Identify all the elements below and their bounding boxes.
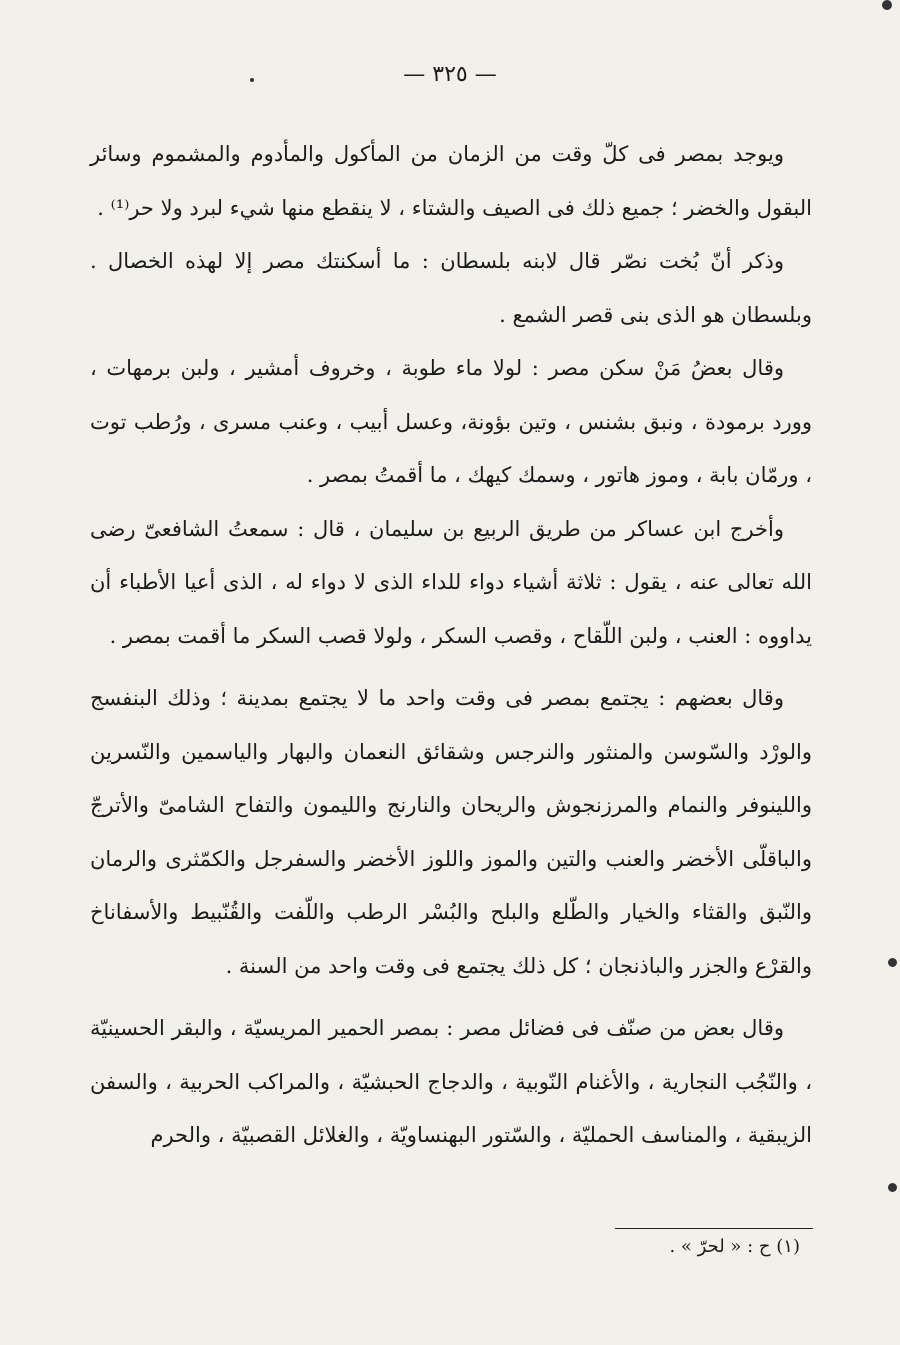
scan-speck <box>888 1183 897 1192</box>
footnote-divider <box>615 1228 813 1229</box>
paragraph-6: وقال بعض من صنّف فى فضائل مصر : بمصر الحمير المريسيّة ، والبقر الحسينيّة ، والنّجُب النجارية ، والأغنام النّوبية ، والدجاج الحبشيّة ، والمراكب الحربية ، والسفن الزيبقية ، والمناسف الحمليّة ، والسّتور البهنساويّة ، والغلائل القصبيّة ، والحرم <box>90 1016 812 1147</box>
paragraph-3: وقال بعضُ مَنْ سكن مصر : لولا ماء طوبة ، وخروف أمشير ، ولبن برمهات ، وورد برمودة ، ونبق بشنس ، وتين بؤونة، وعسل أبيب ، وعنب مسرى ، ورُطب توت ، ورمّان بابة ، وموز هاتور ، وسمك كيهك ، ما أقمتُ بمصر . <box>90 356 812 487</box>
paragraph-4: وأخرج ابن عساكر من طريق الربيع بن سليمان ، قال : سمعتُ الشافعىّ رضى الله تعالى عنه ، يقول : ثلاثة أشياء دواء للداء الذى لا دواء له ، الذى أعيا الأطباء أن يداووه : العنب ، ولبن اللّقاح ، وقصب السكر ، ولولا قصب السكر ما أقمت بمصر . <box>90 516 812 648</box>
paragraph-1: ويوجد بمصر فى كلّ وقت من الزمان من المأكول والمأدوم والمشموم وسائر البقول والخضر ؛ جميع ذلك فى الصيف والشتاء ، لا ينقطع منها شيء لبرد ولا حر⁽¹⁾ . <box>90 142 812 220</box>
paragraph-2: وذكر أنّ بُخت نصّر قال لابنه بلسطان : ما أسكنتك مصر إلا لهذه الخصال . وبلسطان هو الذى بنى قصر الشمع . <box>90 249 812 327</box>
footnote: (١) ح : « لحرّ » . <box>669 1236 800 1257</box>
main-text <box>90 128 812 1163</box>
paragraph-5: وقال بعضهم : يجتمع بمصر فى وقت واحد ما لا يجتمع بمدينة ؛ وذلك البنفسج والورْد والسّوسن والمنثور والنرجس وشقائق النعمان والبهار والياسمين والنّسرين واللينوفر والنمام والمرزنجوش والريحان والنارنج والليمون والتفاح الشامىّ والأترجّ والباقلّى الأخضر والعنب والتين والموز واللوز الأخضر والسفرجل والكمّثرى والرمان والنّبق والقثاء والخيار والطّلع والبلح والبُسْر الرطب واللّفت والقُنّبيط والأسفاناخ والقرْع والجزر والباذنجان ؛ كل ذلك يجتمع فى وقت واحد من السنة . <box>90 686 812 978</box>
scan-speck <box>888 958 897 967</box>
page-number: — ٣٢٥ — <box>403 62 497 87</box>
scan-speck <box>882 0 892 10</box>
scan-speck <box>250 78 254 82</box>
